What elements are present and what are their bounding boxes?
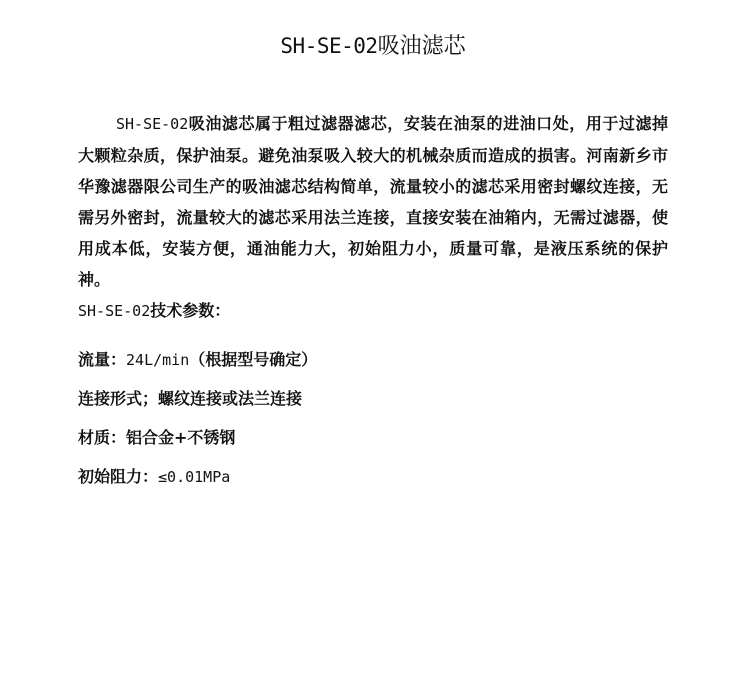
- spec-initial-resistance-label: 初始阻力：: [78, 467, 159, 486]
- page-title: [78, 30, 668, 63]
- spec-initial-resistance: [78, 457, 668, 496]
- title-model-code: SH-SE-02: [280, 34, 378, 58]
- spec-connection-type-value: 螺纹连接或法兰连接: [158, 389, 303, 408]
- spec-initial-resistance-value: ≤0.01MPa: [158, 468, 231, 486]
- spec-connection-type-label: 连接形式；: [78, 389, 159, 408]
- specs-heading-code: SH-SE-02: [78, 302, 151, 320]
- spec-list: [78, 340, 668, 496]
- spec-flow-rate-label: 流量：: [78, 350, 127, 369]
- intro-model-code: SH-SE-02: [116, 115, 189, 133]
- spec-material-label: 材质：: [78, 428, 127, 447]
- spec-flow-rate-value: 24L/min: [126, 351, 190, 369]
- title-product-name: 吸油滤芯: [377, 34, 466, 59]
- spec-connection-type: [78, 379, 668, 418]
- intro-paragraph: [78, 108, 668, 327]
- spec-flow-rate: [78, 340, 668, 379]
- specs-heading-label: 技术参数：: [150, 301, 231, 320]
- spec-material: [78, 418, 668, 457]
- spec-flow-rate-note: （根据型号确定）: [189, 350, 318, 369]
- intro-text: 吸油滤芯属于粗过滤器滤芯，安装在油泵的进油口处，用于过滤掉大颗粒杂质，保护油泵。避免油泵吸入较大的机械杂质而造成的损害。河南新乡市华豫滤器限公司生产的吸油滤芯结构简单，流量较小的滤芯采用密封螺纹连接，无需另外密封，流量较大的滤芯采用法兰连接，直接安装在油箱内，无需过滤器，使用成本低，安装方便，通油能力大，初始阻力小，质量可靠，是液压系统的保护神。: [78, 114, 668, 289]
- spec-material-value: 铝合金+不锈钢: [126, 428, 236, 447]
